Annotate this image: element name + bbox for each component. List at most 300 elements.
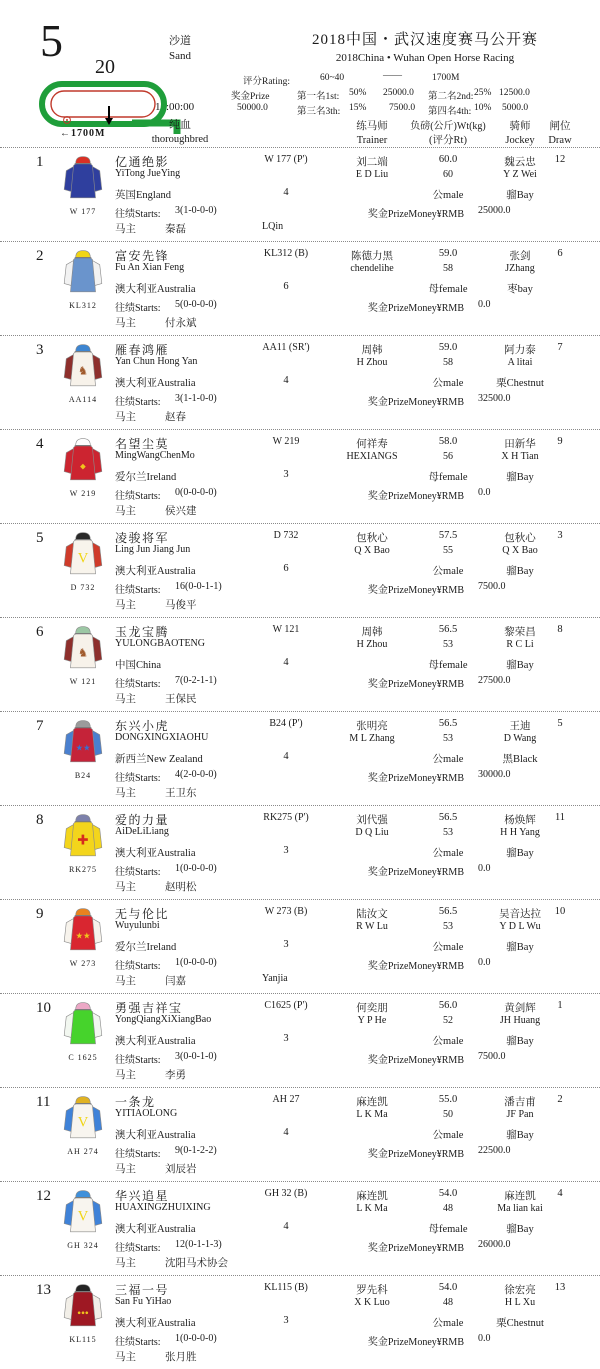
silk-cap [76,815,91,822]
horse-coat-color: 黑Black [502,754,538,765]
horse-rating: 58 [443,357,453,368]
owner-name-cn: 闫嘉 [165,976,186,987]
owner-name-cn: 张月胜 [165,1352,197,1363]
trainer-name-en: M L Zhang [349,733,395,744]
jockey-silk [56,343,110,404]
horse-age: 3 [283,469,289,480]
prize-money-label: 奖金PrizeMoney¥RMB [367,491,464,502]
horse-sex: 母female [428,472,468,483]
horse-age: 3 [283,1033,289,1044]
horse-age: 6 [283,563,289,574]
prize-2nd-value: 12500.0 [499,88,530,98]
horse-sex: 公male [432,378,464,389]
owner-name-cn: 马俊平 [165,600,197,611]
silk-brand-label: W 219 [69,489,97,498]
prize-money-value: 0.0 [478,863,491,874]
start-point-dot [66,119,68,121]
jockey-name-cn: 王迪 [509,721,531,732]
prize-money-value: 0.0 [478,487,491,498]
owner-label: 马主 [115,976,136,987]
prize-money-label: 奖金PrizeMoney¥RMB [367,303,464,314]
owner-label: 马主 [115,1070,136,1081]
horse-name-en: Yan Chun Hong Yan [115,356,198,367]
starts-value: 3(1-0-0-0) [175,205,217,216]
jockey-name-en: Y Z Wei [503,169,537,180]
starts-label: 往绩Starts: [115,303,161,314]
starts-label: 往绩Starts: [115,961,161,972]
starts-value: 9(0-1-2-2) [175,1145,217,1156]
owner-name-cn: 付永斌 [165,318,197,329]
trainer-name-en: H Zhou [356,639,388,650]
horse-name-en: YiTong JueYing [115,168,181,179]
owner-label: 马主 [115,318,136,329]
silk-brand-label: B24 [74,771,92,780]
silk-icon [59,813,107,859]
race-time: 16:00:00 [155,101,195,113]
horse-number: 1 [36,154,44,170]
owner-name-cn: 李勇 [165,1070,186,1081]
prize-money-value: 7500.0 [478,1051,506,1062]
starts-label: 往绩Starts: [115,1337,161,1348]
horse-number: 5 [36,530,44,546]
silk-icon [59,1001,107,1047]
jockey-name-cn: 麻连凯 [504,1191,536,1202]
horse-country: 澳大利亚Australia [115,1224,196,1235]
horse-name-cn: 富安先锋 [115,249,170,263]
horse-country: 澳大利亚Australia [115,1036,196,1047]
trainer-name-cn: 刘二端 [356,157,388,168]
starts-value: 16(0-0-1-1) [175,581,222,592]
horse-sex: 公male [432,848,464,859]
horse-sex: 母female [428,1224,468,1235]
horse-brand-code: GH 32 (B) [264,1188,308,1199]
silk-motif: ♞ [77,647,89,660]
starts-value: 3(0-0-1-0) [175,1051,217,1062]
trainer-name-en: E D Liu [355,169,389,180]
trainer-name-cn: 陆汝文 [356,909,388,920]
horse-sex: 公male [432,942,464,953]
horse-rating: 53 [443,827,453,838]
surface-block [148,34,212,64]
jockey-name-en: Y D L Wu [499,921,541,932]
trainer-name-cn: 包秋心 [356,533,388,544]
owner-name-en: LQin [262,221,284,232]
jockey-silk [56,1283,110,1344]
jockey-name-en: A litai [507,357,533,368]
starts-value: 4(2-0-0-0) [175,769,217,780]
starts-label: 往绩Starts: [115,679,161,690]
silk-cap [76,909,91,916]
silk-brand-label: W 177 [69,207,97,216]
starts-label: 往绩Starts: [115,585,161,596]
prize-money-label: 奖金PrizeMoney¥RMB [367,397,464,408]
horse-country: 澳大利亚Australia [115,1130,196,1141]
silk-body [70,257,95,292]
owner-name-cn: 王保民 [165,694,197,705]
horse-name-cn: 雁春鸿雁 [115,343,170,357]
horse-rating: 55 [443,545,453,556]
jockey-silk [56,625,110,686]
col-weight-cn: 负磅(公斤)Wt(kg) [410,121,486,132]
owner-label: 马主 [115,694,136,705]
prize-money-label: 奖金PrizeMoney¥RMB [367,1243,464,1254]
draw-number: 11 [554,812,566,823]
horse-name-en: YULONGBAOTENG [115,638,205,649]
silk-motif: V [77,550,89,567]
horse-name-en: HUAXINGZHUIXING [115,1202,211,1213]
horse-row [0,523,600,617]
horse-country: 爱尔兰Ireland [115,942,177,953]
starts-label: 往绩Starts: [115,1243,161,1254]
racecard-header [0,0,600,147]
horse-rating: 48 [443,1297,453,1308]
horse-coat-color: 骝Bay [506,566,534,577]
horse-country: 英国England [115,190,171,201]
jockey-silk [56,1001,110,1062]
col-jockey-en: Jockey [505,135,535,147]
prize-money-label: 奖金PrizeMoney¥RMB [367,961,464,972]
silk-cap [76,345,91,352]
carried-weight: 58.0 [438,436,458,447]
horse-sex: 公male [432,566,464,577]
horse-coat-color: 栗Chestnut [496,1318,544,1329]
prize-money-label: 奖金PrizeMoney¥RMB [367,1055,464,1066]
carried-weight: 59.0 [438,248,458,259]
surface-en: Sand [169,49,191,62]
silk-cap [76,627,91,634]
prize-money-value: 25000.0 [478,205,511,216]
horse-coat-color: 骝Bay [506,190,534,201]
prize-money-label: 奖金PrizeMoney¥RMB [367,1149,464,1160]
owner-label: 马主 [115,1164,136,1175]
horse-sex: 公male [432,1318,464,1329]
draw-number: 8 [557,624,563,635]
jockey-name-cn: 杨焕辉 [504,815,536,826]
trainer-name-en: L K Ma [356,1109,388,1120]
horse-sex: 母female [428,284,468,295]
horse-coat-color: 骝Bay [506,942,534,953]
horse-country: 澳大利亚Australia [115,848,196,859]
horse-name-en: Fu An Xian Feng [115,262,185,273]
horse-name-cn: 亿通绝影 [115,155,170,169]
prize-money-label: 奖金PrizeMoney¥RMB [367,867,464,878]
horse-age: 3 [283,939,289,950]
horse-age: 4 [283,1127,289,1138]
silk-icon [59,343,107,389]
carried-weight: 56.5 [438,718,458,729]
horse-brand-code: W 219 [272,436,300,447]
horse-brand-code: W 273 (B) [264,906,308,917]
column-header-draw [536,120,584,148]
silk-icon [59,719,107,765]
starts-value: 5(0-0-0-0) [175,299,217,310]
jockey-name-en: H H Yang [500,827,540,838]
silk-icon [59,625,107,671]
silk-body [70,163,95,198]
draw-number: 9 [557,436,563,447]
silk-brand-label: W 273 [69,959,97,968]
horse-row [0,805,600,899]
prize-money-value: 22500.0 [478,1145,511,1156]
horse-sex: 公male [432,1036,464,1047]
trainer-name-en: Y P He [357,1015,387,1026]
horse-age: 3 [283,845,289,856]
jockey-silk [56,719,110,780]
silk-cap [76,251,91,258]
starts-label: 往绩Starts: [115,209,161,220]
silk-cap [76,1097,91,1104]
owner-label: 马主 [115,882,136,893]
owner-label: 马主 [115,412,136,423]
trainer-name-cn: 陈德力黑 [351,251,393,262]
race-number: 5 [40,15,63,66]
runner-list [0,147,600,1369]
silk-motif: ●●● [77,1309,89,1317]
horse-number: 6 [36,624,44,640]
horse-number: 12 [36,1188,51,1204]
trainer-name-cn: 刘代强 [356,815,388,826]
trainer-name-cn: 张明亮 [356,721,388,732]
carried-weight: 54.0 [438,1282,458,1293]
col-draw-cn: 闸位 [549,121,571,132]
jockey-name-cn: 张剑 [509,251,531,262]
horse-country: 澳大利亚Australia [115,284,196,295]
starts-value: 12(0-1-1-3) [175,1239,222,1250]
horse-coat-color: 枣bay [507,284,533,295]
draw-number: 3 [557,530,563,541]
carried-weight: 60.0 [438,154,458,165]
horse-rating: 58 [443,263,453,274]
horse-brand-code: KL312 (B) [263,248,309,259]
horse-country: 爱尔兰Ireland [115,472,177,483]
carried-weight: 55.0 [438,1094,458,1105]
horse-row [0,147,600,241]
prize-money-value: 27500.0 [478,675,511,686]
horse-coat-color: 骝Bay [506,660,534,671]
horse-name-cn: 爱的力量 [115,813,170,827]
horse-brand-code: AH 27 [272,1094,300,1105]
owner-name-cn: 秦磊 [165,224,186,235]
jockey-name-cn: 田新华 [504,439,536,450]
prize-4th-value: 5000.0 [502,103,529,113]
horse-country: 新西兰New Zealand [115,754,203,765]
horse-row [0,899,600,993]
jockey-name-en: R C Li [506,639,534,650]
prize-money-label: 奖金PrizeMoney¥RMB [367,679,464,690]
starts-label: 往绩Starts: [115,1055,161,1066]
silk-cap [76,721,91,728]
horse-rating: 48 [443,1203,453,1214]
silk-cap [76,533,91,540]
prize-money-label: 奖金PrizeMoney¥RMB [367,209,464,220]
silk-motif: V [77,1114,89,1131]
horse-number: 9 [36,906,44,922]
starts-value: 3(1-1-0-0) [175,393,217,404]
rating-label: 评分Rating: [243,77,290,87]
horse-age: 6 [283,281,289,292]
jockey-name-en: JZhang [505,263,535,274]
silk-motif: ★★ [75,931,91,941]
prize-money-value: 0.0 [478,299,491,310]
jockey-silk [56,907,110,968]
owner-name-cn: 沈阳马术协会 [165,1258,228,1269]
horse-brand-code: B24 (P') [269,718,303,729]
horse-brand-code: RK275 (P') [263,812,309,823]
horse-number: 10 [36,1000,51,1016]
silk-icon [59,531,107,577]
breed-en: thoroughbred [151,133,209,145]
silk-brand-label: KL312 [69,301,97,310]
horse-rating: 56 [443,451,453,462]
jockey-name-en: X H Tian [501,451,539,462]
horse-sex: 公male [432,1130,464,1141]
horse-row [0,1181,600,1275]
prize-money-label: 奖金PrizeMoney¥RMB [367,1337,464,1348]
owner-name-cn: 侯兴建 [165,506,197,517]
silk-icon [59,907,107,953]
col-trainer-en: Trainer [356,135,388,147]
jockey-name-cn: 徐宏亮 [504,1285,536,1296]
silk-motif: ✚ [77,832,89,848]
silk-cap [76,1285,91,1292]
prize-3rd-value: 7500.0 [389,103,416,113]
draw-number: 4 [557,1188,563,1199]
horse-name-en: YongQiangXiXiangBao [115,1014,212,1025]
carried-weight: 54.0 [438,1188,458,1199]
horse-coat-color: 骝Bay [506,1130,534,1141]
race-distance: 1700M [432,73,460,83]
starts-value: 0(0-0-0-0) [175,487,217,498]
draw-number: 13 [554,1282,566,1293]
jockey-name-cn: 包秋心 [504,533,536,544]
breed-cn: 纯血 [169,119,191,131]
trainer-name-en: chendelihe [350,263,394,274]
starts-value: 7(0-2-1-1) [175,675,217,686]
horse-number: 3 [36,342,44,358]
jockey-name-cn: 吴音达拉 [499,909,541,920]
silk-icon [59,155,107,201]
jockey-name-en: Ma lian kai [497,1203,543,1214]
jockey-name-en: H L Xu [504,1297,536,1308]
horse-name-cn: 三福一号 [115,1283,170,1297]
horse-brand-code: KL115 (B) [264,1282,308,1293]
starts-value: 1(0-0-0-0) [175,957,217,968]
horse-age: 4 [283,751,289,762]
breed-block [138,118,222,147]
horse-brand-code: D 732 [273,530,299,541]
prize-money-value: 0.0 [478,957,491,968]
silk-brand-label: D 732 [70,583,96,592]
horse-name-en: AiDeLiLiang [115,826,169,837]
carried-weight: 56.5 [438,624,458,635]
silk-cap [76,439,91,446]
prize-total: 50000.0 [237,103,268,113]
horse-number: 2 [36,248,44,264]
jockey-name-cn: 潘吉甫 [504,1097,536,1108]
horse-row [0,241,600,335]
silk-icon [59,1283,107,1329]
prize-money-value: 30000.0 [478,769,511,780]
silk-motif: V [77,1208,89,1225]
owner-name-cn: 赵春 [165,412,186,423]
horse-name-cn: 一条龙 [115,1095,156,1109]
silk-icon [59,1189,107,1235]
jockey-silk [56,1095,110,1156]
horse-country: 澳大利亚Australia [115,566,196,577]
horse-sex: 公male [432,754,464,765]
horse-coat-color: 栗Chestnut [496,378,544,389]
prize-4th-pct: 10% [474,103,492,113]
horse-name-en: San Fu YiHao [115,1296,172,1307]
race-title-en: 2018China • Wuhan Open Horse Racing [335,51,515,64]
starts-label: 往绩Starts: [115,773,161,784]
horse-brand-code: C1625 (P') [264,1000,308,1011]
horse-row [0,1275,600,1369]
silk-brand-label: C 1625 [68,1053,98,1062]
owner-name-cn: 赵明松 [165,882,197,893]
col-jockey-cn: 骑师 [509,121,531,132]
prize-money-value: 32500.0 [478,393,511,404]
col-draw-en: Draw [548,135,572,147]
col-trainer-cn: 练马师 [356,121,388,132]
horse-brand-code: W 121 [272,624,300,635]
race-title-cn: 2018中国・武汉速度赛马公开赛 [311,32,538,48]
horse-name-en: Wuyulunbi [115,920,160,931]
prize-money-value: 0.0 [478,1333,491,1344]
jockey-name-en: D Wang [503,733,537,744]
prize-money-label: 奖金PrizeMoney¥RMB [367,773,464,784]
trainer-name-cn: 麻连凯 [356,1097,388,1108]
silk-icon [59,249,107,295]
trainer-name-en: D Q Liu [355,827,389,838]
horse-name-cn: 无与伦比 [115,907,170,921]
silk-cap [76,1003,91,1010]
trainer-name-cn: 周韩 [361,627,383,638]
horse-age: 4 [283,187,289,198]
carried-weight: 57.5 [438,530,458,541]
horse-row [0,617,600,711]
horse-name-cn: 东兴小虎 [115,719,170,733]
horse-number: 4 [36,436,44,452]
horse-name-en: Ling Jun Jiang Jun [115,544,191,555]
horse-age: 4 [283,375,289,386]
col-weight-en: (评分Rt) [429,134,467,146]
draw-number: 12 [554,154,566,165]
owner-label: 马主 [115,1352,136,1363]
horse-rating: 53 [443,921,453,932]
horse-sex: 公male [432,190,464,201]
prize-2nd-label: 第二名2nd: [428,92,474,102]
horse-number: 11 [36,1094,51,1110]
starts-label: 往绩Starts: [115,491,161,502]
horse-coat-color: 骝Bay [506,472,534,483]
prize-label: 奖金Prize [231,92,270,102]
horse-coat-color: 骝Bay [506,1036,534,1047]
carried-weight: 59.0 [438,342,458,353]
trainer-name-en: L K Ma [356,1203,388,1214]
jockey-silk [56,249,110,310]
silk-cap [76,1191,91,1198]
horse-sex: 母female [428,660,468,671]
horse-name-en: DONGXINGXIAOHU [115,732,209,743]
jockey-name-cn: 阿力泰 [504,345,536,356]
surface-cn: 沙道 [169,35,191,47]
prize-money-value: 26000.0 [478,1239,511,1250]
starts-label: 往绩Starts: [115,1149,161,1160]
horse-name-cn: 名望尘莫 [115,437,170,451]
silk-cap [76,157,91,164]
owner-label: 马主 [115,1258,136,1269]
